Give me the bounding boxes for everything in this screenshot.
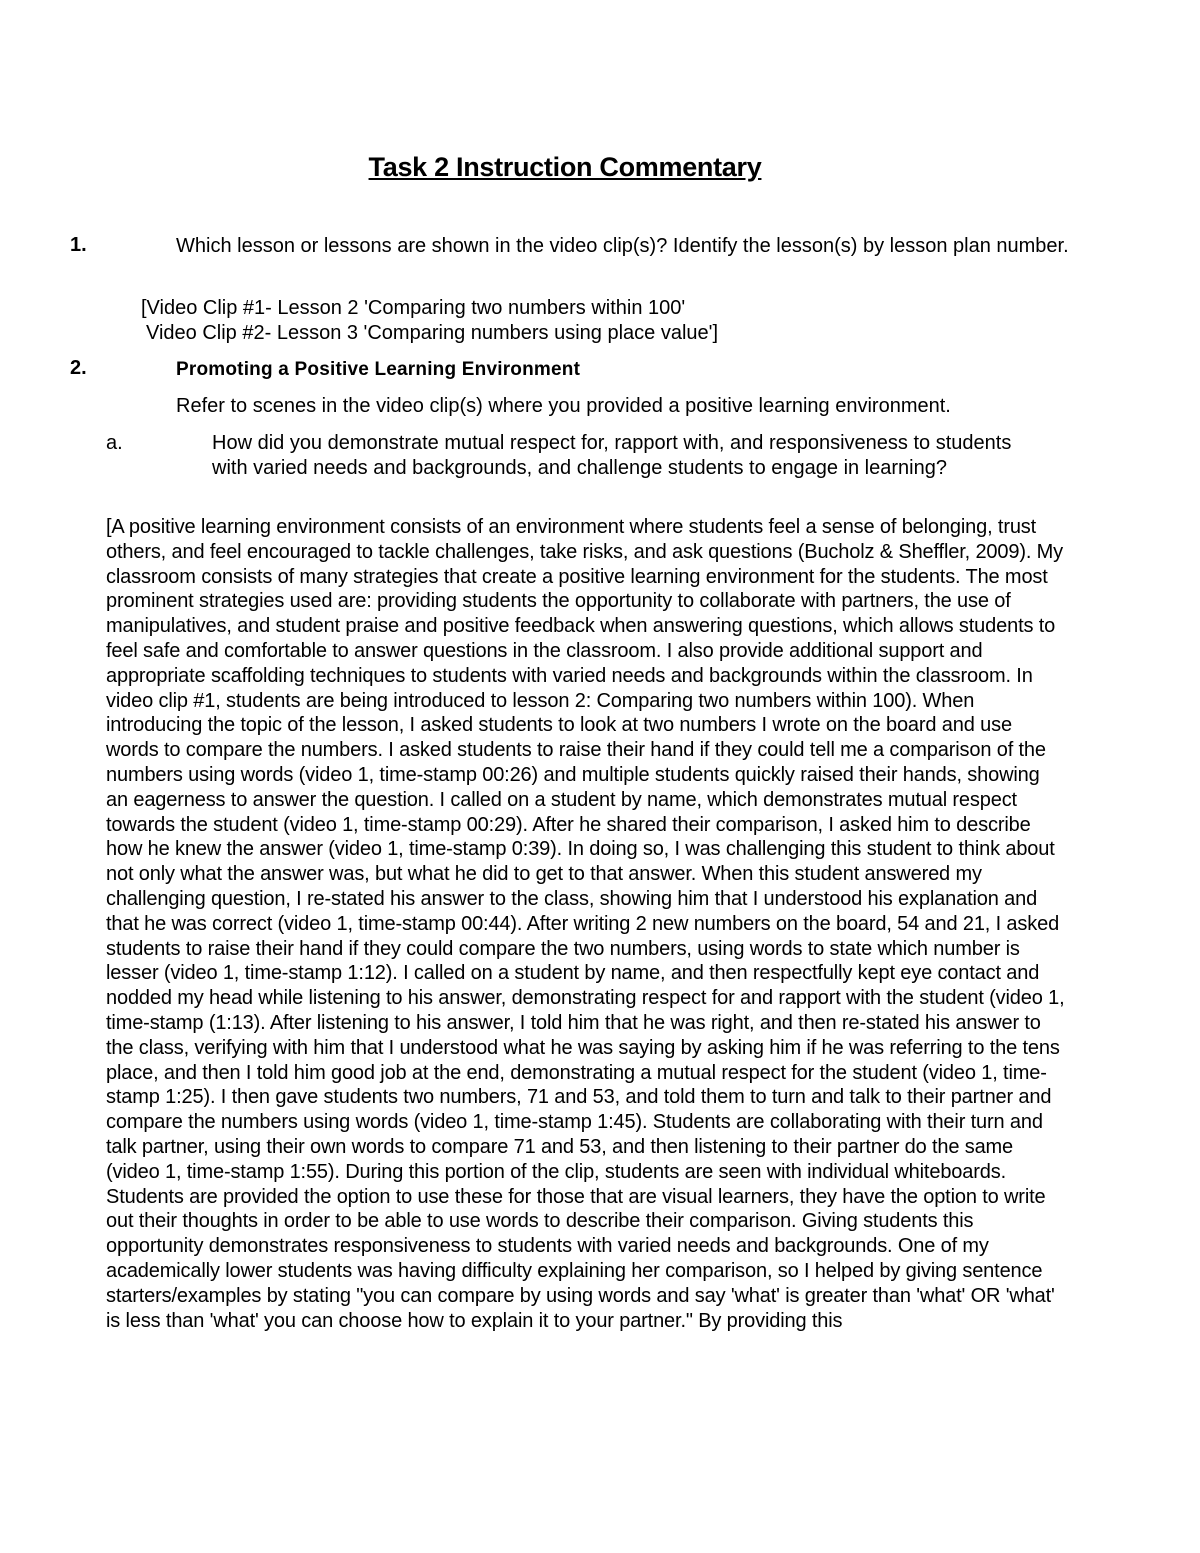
question-2a-answer: [A positive learning environment consists of an environment where students feel a sense of belonging, trust others, and feel encouraged to tackle challenges, take risks, and ask questions (Bucholz & Sheffler, 2009). My classroom consists of many strategies that create a positive learning environment for the students. The most prominent strategies used are: providing students the opportunity to collaborate with partners, the use of manipulatives, and student praise and positive feedback when answering questions, which allows students to feel safe and comfortable to answer questions in the classroom. I also provide additional support and appropriate scaffolding techniques to students with varied needs and backgrounds within the classroom. In video clip #1, students are being introduced to lesson 2: Comparing two numbers within 100). When introducing the topic of the lesson, I asked students to look at two numbers I wrote on the board and use words to compare the numbers. I asked students to raise their hand if they could tell me a comparison of the numbers using words (video 1, time-stamp 00:26) and multiple students quickly raised their hands, showing an eagerness to answer the question. I called on a student by name, which demonstrates mutual respect towards the student (video 1, time-stamp 00:29). After he shared their comparison, I asked him to describe how he knew the answer (video 1, time-stamp 0:39). In doing so, I was challenging this student to think about not only what the answer was, but what he did to get to that answer. When this student answered my challenging question, I re-stated his answer to the class, showing him that I understood his explanation and that he was correct (video 1, time-stamp 00:44). After writing 2 new numbers on the board, 54 and 21, I asked students to raise their hand if they could compare the two numbers, using words to state which number is lesser (video 1, time-stamp 1:12). I called on a student by name, and then respectfully kept eye contact and nodded my head while listening to his answer, demonstrating respect for and rapport with the student (video 1, time-stamp (1:13). After listening to his answer, I told him that he was right, and then re-stated his answer to the class, verifying with him that I understood what he was saying by asking him if he was referring to the tens place, and then I told him good job at the end, demonstrating a mutual respect for the student (video 1, time-stamp 1:25). I then gave students two numbers, 71 and 53, and told them to turn and talk to their partner and compare the numbers using words (video 1, time-stamp 1:45). Students are collaborating with their turn and talk partner, using their own words to compare 71 and 53, and then listening to their partner do the same (video 1, time-stamp 1:55). During this portion of the clip, students are seen with individual whiteboards. Students are provided the option to use these for those that are visual learners, they have the option to write out their thoughts in order to be able to use words to describe their comparison. Giving students this opportunity demonstrates responsiveness to students with varied needs and backgrounds. One of my academically lower students was having difficulty explaining her comparison, so I helped by giving sentence starters/examples by stating "you can compare by using words and say 'what' is greater than 'what' OR 'what' is less than 'what' you can choose how to explain it to your partner." By providing this [106,516,1065,1332]
question-2a-prompt: How did you demonstrate mutual respect for, rapport with, and responsiveness to students with varied needs and backgrounds, and challenge students to engage in learning? [212,432,1012,479]
question-2a-letter: a. [106,432,123,454]
question-1-answer-line-1: [Video Clip #1- Lesson 2 'Comparing two numbers within 100' [141,297,686,319]
question-1-prompt: Which lesson or lessons are shown in the video clip(s)? Identify the lesson(s) by lesson plan number. [176,235,1069,257]
question-1-answer-line-2: Video Clip #2- Lesson 3 'Comparing numbers using place value'] [146,322,719,344]
question-2-intro: Refer to scenes in the video clip(s) where you provided a positive learning environment. [176,395,951,417]
question-1-number: 1. [70,234,87,256]
page-title: Task 2 Instruction Commentary [368,152,762,182]
question-2-number: 2. [70,357,87,379]
question-2-heading: Promoting a Positive Learning Environment [176,359,581,380]
